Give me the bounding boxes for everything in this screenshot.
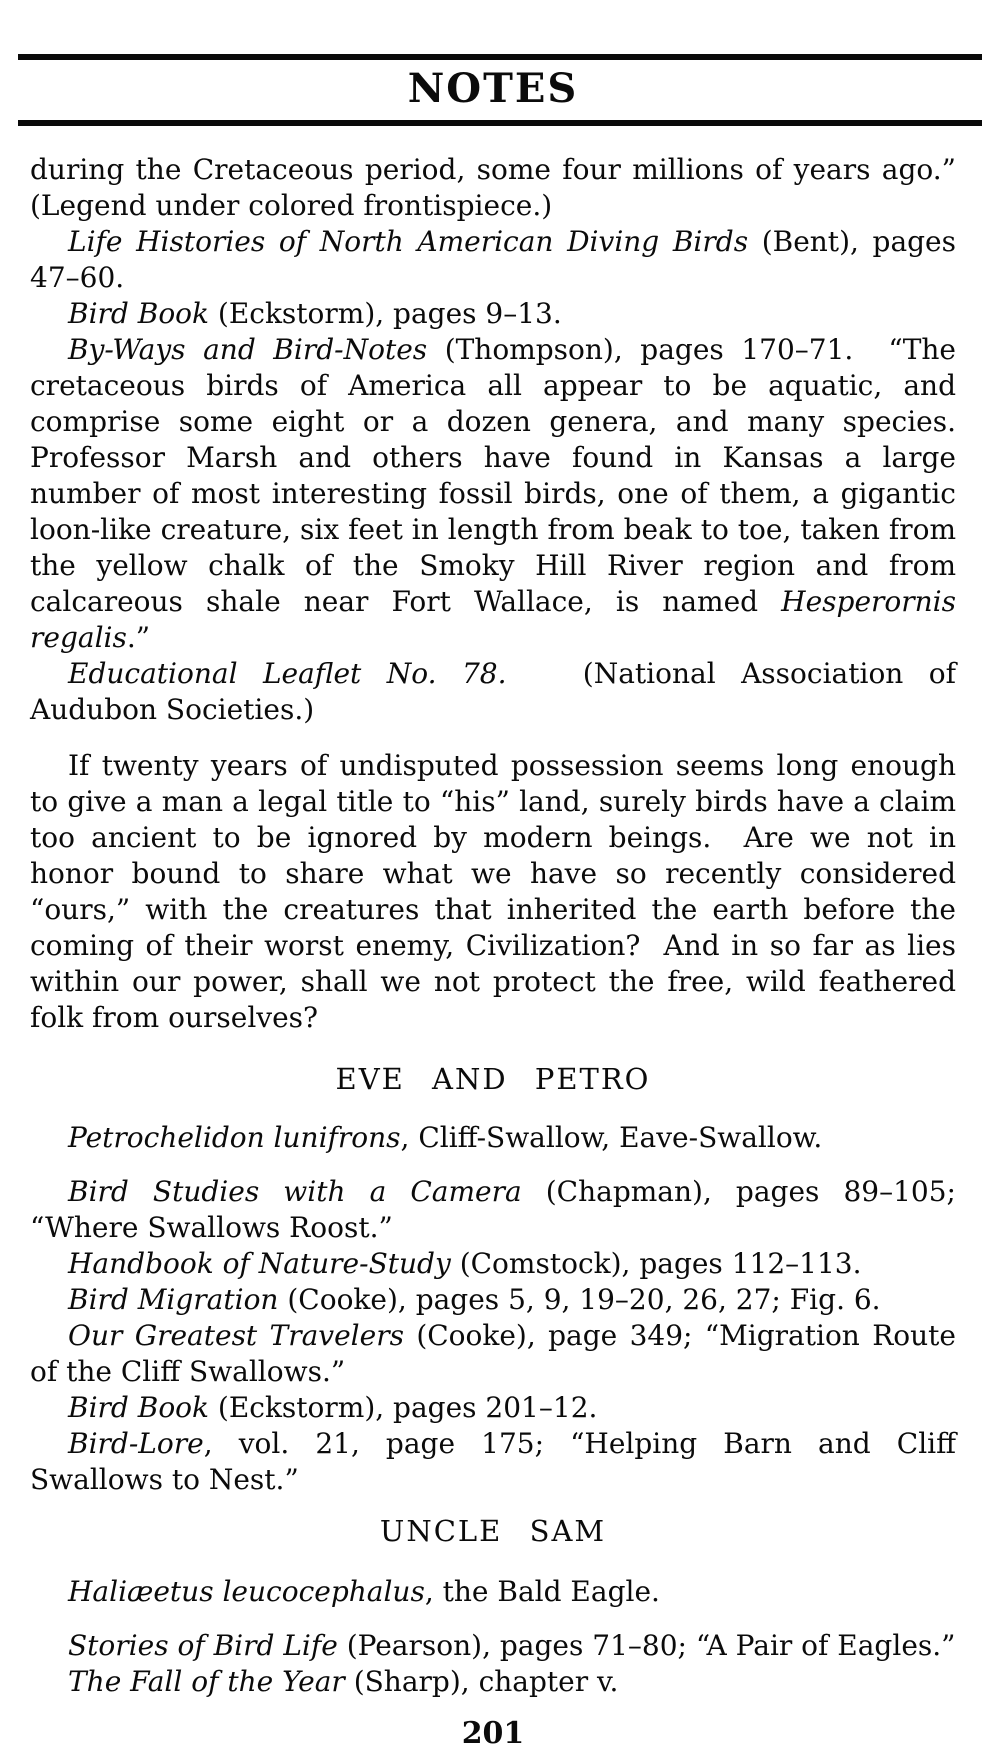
book-title: Stories of Bird Life: [68, 1629, 338, 1662]
citation-quote: (Thompson), pages 170–71. “The cretaceous birds of America all appear to be aquatic, and comprise some eight or a dozen genera, and many species. Professor Marsh and others have found in Kansas a large number of most interesting fossil birds, one of them, a gigantic loon-like creature, six feet in length from beak to toe, taken from the yellow chalk of the Smoky Hill River region and from calcareous shale near Fort Wallace, is named: [30, 333, 974, 618]
citation-end: .”: [126, 621, 151, 654]
species-name: Petrochelidon lunifrons: [68, 1121, 401, 1154]
common-names: , Cliff-Swallow, Eave-Swallow.: [400, 1121, 823, 1154]
citation-detail: (Eckstorm), pages 9–13.: [209, 297, 562, 330]
body-text: If twenty years of undisputed possession seems long enough to give a man a legal title to “his” land, surely birds have a claim too ancient to be ignored by modern beings. Are we not in honor bound to share what we have so recently considered “ours,” with the creatures that inherited the earth before the coming of their worst enemy, Civilization? And in so far as lies within our power, shall we not protect the free, wild feathered folk from ourselves?: [30, 749, 965, 1034]
book-title: Bird Book: [68, 1391, 209, 1424]
species-name: Haliæetus leucocephalus: [68, 1575, 425, 1608]
citation-detail: (Eckstorm), pages 201–12.: [209, 1391, 598, 1424]
citation-line: [30, 1390, 956, 1426]
citation-detail: (Cooke), pages 5, 9, 19–20, 26, 27; Fig. 6.: [278, 1283, 881, 1316]
species-line: [30, 1574, 956, 1610]
book-title: Bird Studies with a Camera: [68, 1175, 522, 1208]
citation-line: [30, 224, 965, 296]
body-text: during the Cretaceous period, some four millions of years ago.” (Legend under colored frontispiece.): [30, 153, 965, 222]
citation-detail: (Bent), pages 47–60.: [30, 225, 965, 294]
section-heading-uncle-sam: UNCLE SAM: [379, 1514, 607, 1548]
book-title: Bird Migration: [68, 1283, 279, 1316]
header-rule-top: [18, 54, 982, 60]
book-title: Our Greatest Travelers: [68, 1319, 404, 1352]
citation-line: [30, 1318, 965, 1390]
citation-line: [30, 1282, 956, 1318]
paragraph-continuation: [30, 152, 965, 224]
citation-detail: (Chapman), pages 89–105; “Where Swallows Roost.”: [30, 1175, 965, 1244]
leaflet-title: Educational Leaflet No. 78.: [68, 657, 507, 690]
book-title: The Fall of the Year: [68, 1665, 345, 1698]
citation-detail: (Sharp), chapter v.: [344, 1665, 619, 1698]
citation-line: [30, 1426, 965, 1498]
citation-detail: (Cooke), page 349; “Migration Route of the Cliff Swallows.”: [30, 1319, 965, 1388]
citation-line: [30, 296, 956, 332]
citation-paragraph: [30, 332, 974, 656]
common-names: , the Bald Eagle.: [424, 1575, 660, 1608]
page-number: 201: [461, 1716, 525, 1751]
citation-detail: (Pearson), pages 71–80; “A Pair of Eagles.”: [337, 1629, 956, 1662]
section-heading-eve-and-petro: EVE AND PETRO: [335, 1062, 651, 1096]
page-title: NOTES: [407, 65, 579, 112]
header-rule-bottom: [18, 120, 982, 126]
species-line: [30, 1120, 956, 1156]
book-title: Bird Book: [68, 297, 209, 330]
citation-detail: , vol. 21, page 175; “Helping Barn and Cliff Swallows to Nest.”: [30, 1427, 965, 1496]
book-title: By-Ways and Bird-Notes: [68, 333, 428, 366]
journal-title: Bird-Lore: [68, 1427, 204, 1460]
citation-line: [30, 656, 965, 728]
species-name: Hesperornis regalis: [30, 585, 965, 654]
citation-line: [30, 1174, 965, 1246]
citation-line: [30, 1246, 956, 1282]
book-title: Handbook of Nature-Study: [68, 1247, 451, 1280]
citation-detail: (Comstock), pages 112–113.: [450, 1247, 862, 1280]
citation-line: [30, 1628, 956, 1664]
book-title: Life Histories of North American Diving Birds: [68, 225, 749, 258]
essay-paragraph: [30, 748, 965, 1036]
citation-detail: (National Association of Audubon Societies.): [30, 657, 965, 726]
citation-line: [30, 1664, 956, 1700]
